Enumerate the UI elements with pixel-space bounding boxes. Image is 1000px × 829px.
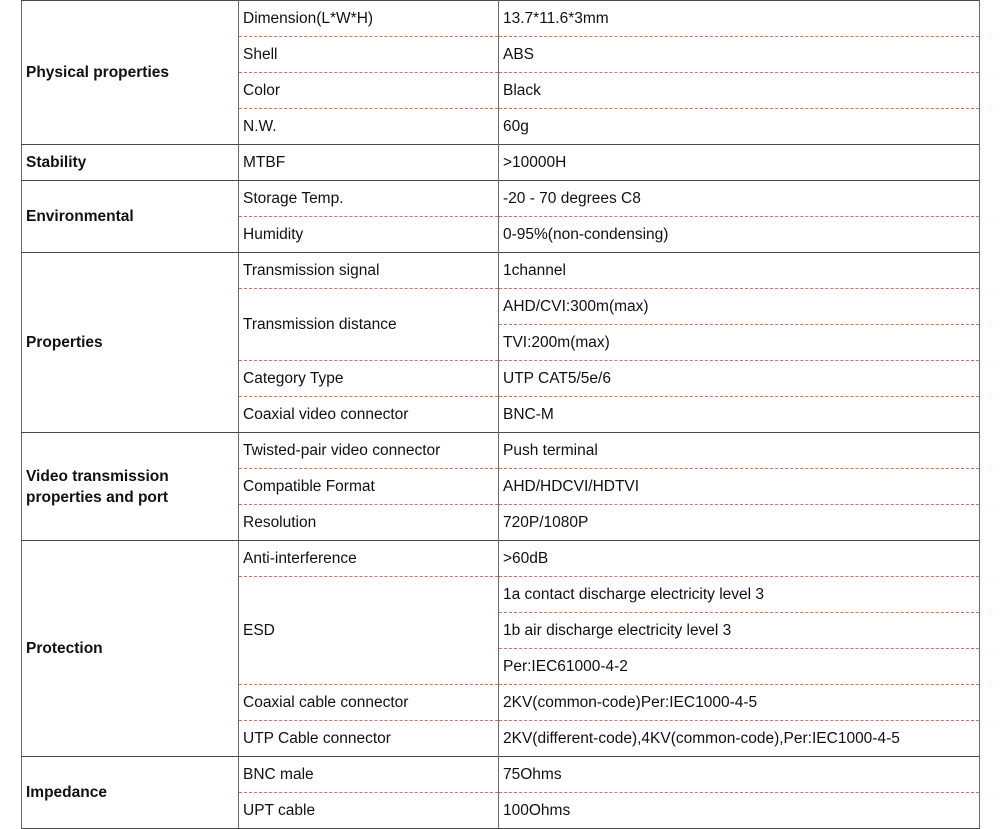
- parameter-cell: Humidity: [239, 217, 499, 253]
- category-cell: Physical properties: [22, 1, 239, 145]
- value-cell: 1channel: [499, 253, 980, 289]
- parameter-cell: Shell: [239, 37, 499, 73]
- parameter-cell: Twisted-pair video connector: [239, 433, 499, 469]
- value-cell: 1a contact discharge electricity level 3: [499, 577, 980, 613]
- parameter-cell: ESD: [239, 577, 499, 685]
- table-row: [22, 181, 980, 217]
- table-row: [22, 253, 980, 289]
- category-cell: Environmental: [22, 181, 239, 253]
- parameter-cell: Storage Temp.: [239, 181, 499, 217]
- parameter-cell: Coaxial video connector: [239, 397, 499, 433]
- parameter-cell: Color: [239, 73, 499, 109]
- value-cell: Black: [499, 73, 980, 109]
- parameter-cell: UTP Cable connector: [239, 721, 499, 757]
- value-cell: TVI:200m(max): [499, 325, 980, 361]
- parameter-cell: Anti-interference: [239, 541, 499, 577]
- table-row: [22, 757, 980, 793]
- table-row: [22, 1, 980, 37]
- parameter-cell: Transmission signal: [239, 253, 499, 289]
- value-cell: 0-95%(non-condensing): [499, 217, 980, 253]
- value-cell: 100Ohms: [499, 793, 980, 829]
- value-cell: -20 - 70 degrees C8: [499, 181, 980, 217]
- category-cell: Stability: [22, 145, 239, 181]
- value-cell: >60dB: [499, 541, 980, 577]
- value-cell: 2KV(different-code),4KV(common-code),Per:IEC1000-4-5: [499, 721, 980, 757]
- value-cell: 1b air discharge electricity level 3: [499, 613, 980, 649]
- value-cell: AHD/CVI:300m(max): [499, 289, 980, 325]
- parameter-cell: MTBF: [239, 145, 499, 181]
- value-cell: ABS: [499, 37, 980, 73]
- value-cell: 13.7*11.6*3mm: [499, 1, 980, 37]
- value-cell: BNC-M: [499, 397, 980, 433]
- parameter-cell: BNC male: [239, 757, 499, 793]
- parameter-cell: Category Type: [239, 361, 499, 397]
- value-cell: 60g: [499, 109, 980, 145]
- value-cell: 75Ohms: [499, 757, 980, 793]
- parameter-cell: Dimension(L*W*H): [239, 1, 499, 37]
- parameter-cell: Resolution: [239, 505, 499, 541]
- parameter-cell: Transmission distance: [239, 289, 499, 361]
- parameter-cell: UPT cable: [239, 793, 499, 829]
- table-row: [22, 541, 980, 577]
- spec-table-body: [22, 1, 980, 829]
- category-cell: Video transmission properties and port: [22, 433, 239, 541]
- value-cell: AHD/HDCVI/HDTVI: [499, 469, 980, 505]
- parameter-cell: Compatible Format: [239, 469, 499, 505]
- table-row: [22, 433, 980, 469]
- parameter-cell: Coaxial cable connector: [239, 685, 499, 721]
- value-cell: Per:IEC61000-4-2: [499, 649, 980, 685]
- spec-table: [21, 0, 980, 829]
- value-cell: >10000H: [499, 145, 980, 181]
- category-cell: Properties: [22, 253, 239, 433]
- value-cell: 720P/1080P: [499, 505, 980, 541]
- value-cell: UTP CAT5/5e/6: [499, 361, 980, 397]
- parameter-cell: N.W.: [239, 109, 499, 145]
- category-cell: Protection: [22, 541, 239, 757]
- value-cell: 2KV(common-code)Per:IEC1000-4-5: [499, 685, 980, 721]
- table-row: [22, 145, 980, 181]
- value-cell: Push terminal: [499, 433, 980, 469]
- category-cell: Impedance: [22, 757, 239, 829]
